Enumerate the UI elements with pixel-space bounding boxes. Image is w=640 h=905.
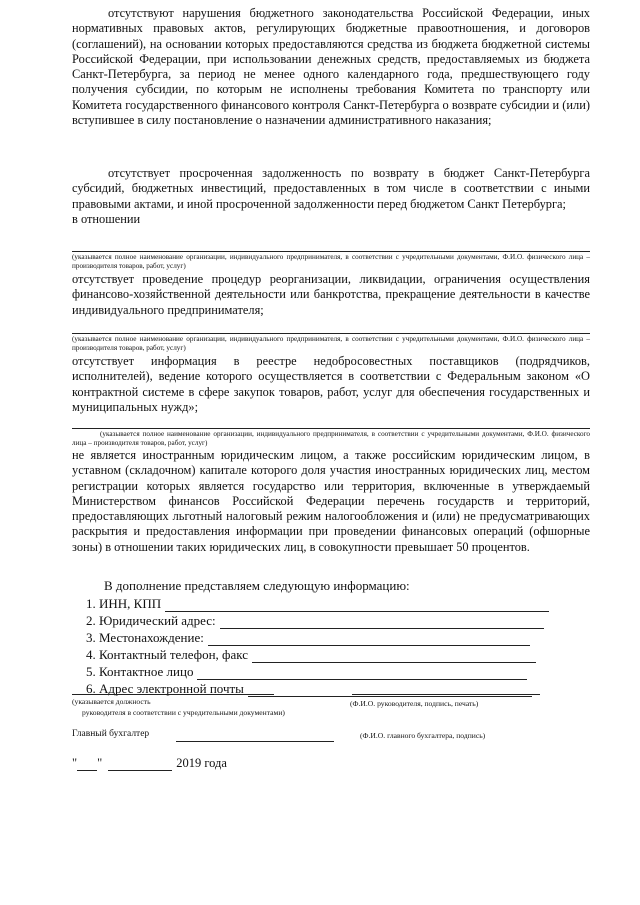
info-row-phone[interactable] xyxy=(86,647,536,663)
info-label: 2. Юридический адрес: xyxy=(86,613,216,628)
paragraph-text: отсутствует информация в реестре недобросовестных поставщиков (подрядчиков, исполнителей), ведение которого осуществляется в соответствии с Федеральным законом «О контрактной системе в сфере закупок товаров, работ, услуг для обеспечения государственных и муниципальных нужд»; xyxy=(72,354,590,414)
org-name-line-1 xyxy=(72,251,590,252)
org-name-line-3 xyxy=(72,428,590,429)
head-signature-note: (Ф.И.О. руководителя, подпись, печать) xyxy=(350,699,479,708)
accountant-note: (Ф.И.О. главного бухгалтера, подпись) xyxy=(360,731,486,740)
in-relation-text: в отношении xyxy=(72,211,141,226)
day-field[interactable] xyxy=(77,759,97,771)
accountant-label: Главный бухгалтер xyxy=(72,729,150,739)
paragraph-no-registry xyxy=(72,354,590,415)
month-field[interactable] xyxy=(108,759,172,771)
position-note-line-2: руководителя в соответствии с учредительными документами) xyxy=(82,708,285,717)
info-fill-line[interactable] xyxy=(165,599,549,612)
info-fill-line[interactable] xyxy=(220,616,544,629)
info-row-inn[interactable] xyxy=(86,596,549,612)
accountant-signature-line[interactable] xyxy=(176,741,334,742)
org-name-line-2 xyxy=(72,333,590,334)
info-label: 5. Контактное лицо xyxy=(86,664,194,679)
info-label: 3. Местонахождение: xyxy=(86,630,204,645)
position-line[interactable] xyxy=(72,694,274,695)
org-name-note-3: (указывается полное наименование организации, индивидуального предпринимателя, в соответствии с учредительными документами, Ф.И.О. физического лица – производителя товаров, работ, услуг) xyxy=(72,430,590,447)
info-fill-line[interactable] xyxy=(197,667,527,680)
document-date xyxy=(72,756,227,771)
paragraph-no-debt xyxy=(72,166,590,227)
info-fill-line[interactable] xyxy=(248,684,532,697)
position-note: (указывается должность xyxy=(72,697,151,706)
info-fill-line[interactable] xyxy=(252,650,536,663)
info-label: 6. Адрес электронной почты xyxy=(86,681,244,696)
info-label: 1. ИНН, КПП xyxy=(86,596,162,611)
info-row-location[interactable] xyxy=(86,630,530,646)
paragraph-no-violations xyxy=(72,6,590,128)
date-quote-close: " xyxy=(97,756,103,770)
info-row-legal-address[interactable] xyxy=(86,613,544,629)
paragraph-not-foreign xyxy=(72,448,590,555)
paragraph-text: не является иностранным юридическим лицом, а также российским юридическим лицом, в уставном (складочном) капитале которого доля участия иностранных юридических лиц, местом регистрации которых является государство или территория, включенные в утверждаемый Министерством финансов Российской Федерации перечень государств и территорий, предоставляющих льготный налоговый режим налогообложения и (или) не предусматривающих раскрытия и предоставления информации при проведении финансовых операций (офшорные зоны) в отношении таких юридических лиц, в совокупности превышает 50 процентов. xyxy=(72,448,590,554)
paragraph-text: отсутствует просроченная задолженность по возврату в бюджет Санкт-Петербурга субсидий, бюджетных инвестиций, предоставленных в том числе в соответствии с иными правовыми актами, и иной просроченной задолженности перед бюджетом Санкт Петербурга; xyxy=(72,166,590,211)
info-fill-line[interactable] xyxy=(208,633,530,646)
org-name-note-2: (указывается полное наименование организации, индивидуального предпринимателя, в соответствии с учредительными документами, Ф.И.О. физического лица – производителя товаров, работ, услуг) xyxy=(72,335,590,352)
paragraph-no-reorganization xyxy=(72,272,590,318)
org-name-note-1: (указывается полное наименование организации, индивидуального предпринимателя, в соответствии с учредительными документами, Ф.И.О. физического лица – производителя товаров, работ, услуг) xyxy=(72,253,590,270)
paragraph-text: отсутствуют нарушения бюджетного законодательства Российской Федерации, иных нормативных правовых актов, регулирующих бюджетные правоотношения, и договоров (соглашений), на основании которых предоставляются средства из бюджета бюджетной системы Российской Федерации, при использовании денежных средств, предоставляемых из бюджета Санкт-Петербурга, за период не менее одного календарного года, предшествующего году получения субсидии, по которым не исполнены требования Комитета по транспорту или Комитета государственного финансового контроля Санкт-Петербурга о возврате субсидии и (или) вступившее в силу постановление о назначении административного наказания; xyxy=(72,6,590,128)
date-quote-open: " xyxy=(72,756,78,770)
head-signature-line[interactable] xyxy=(352,694,540,695)
paragraph-text: отсутствует проведение процедур реорганизации, ликвидации, ограничения осуществления финансово-хозяйственной деятельности или банкротства, прекращение деятельности в качестве индивидуального предпринимателя; xyxy=(72,272,590,317)
date-year: 2019 года xyxy=(176,756,227,770)
info-row-contact[interactable] xyxy=(86,664,527,680)
info-heading: В дополнение представляем следующую информацию: xyxy=(104,578,410,593)
info-label: 4. Контактный телефон, факс xyxy=(86,647,249,662)
